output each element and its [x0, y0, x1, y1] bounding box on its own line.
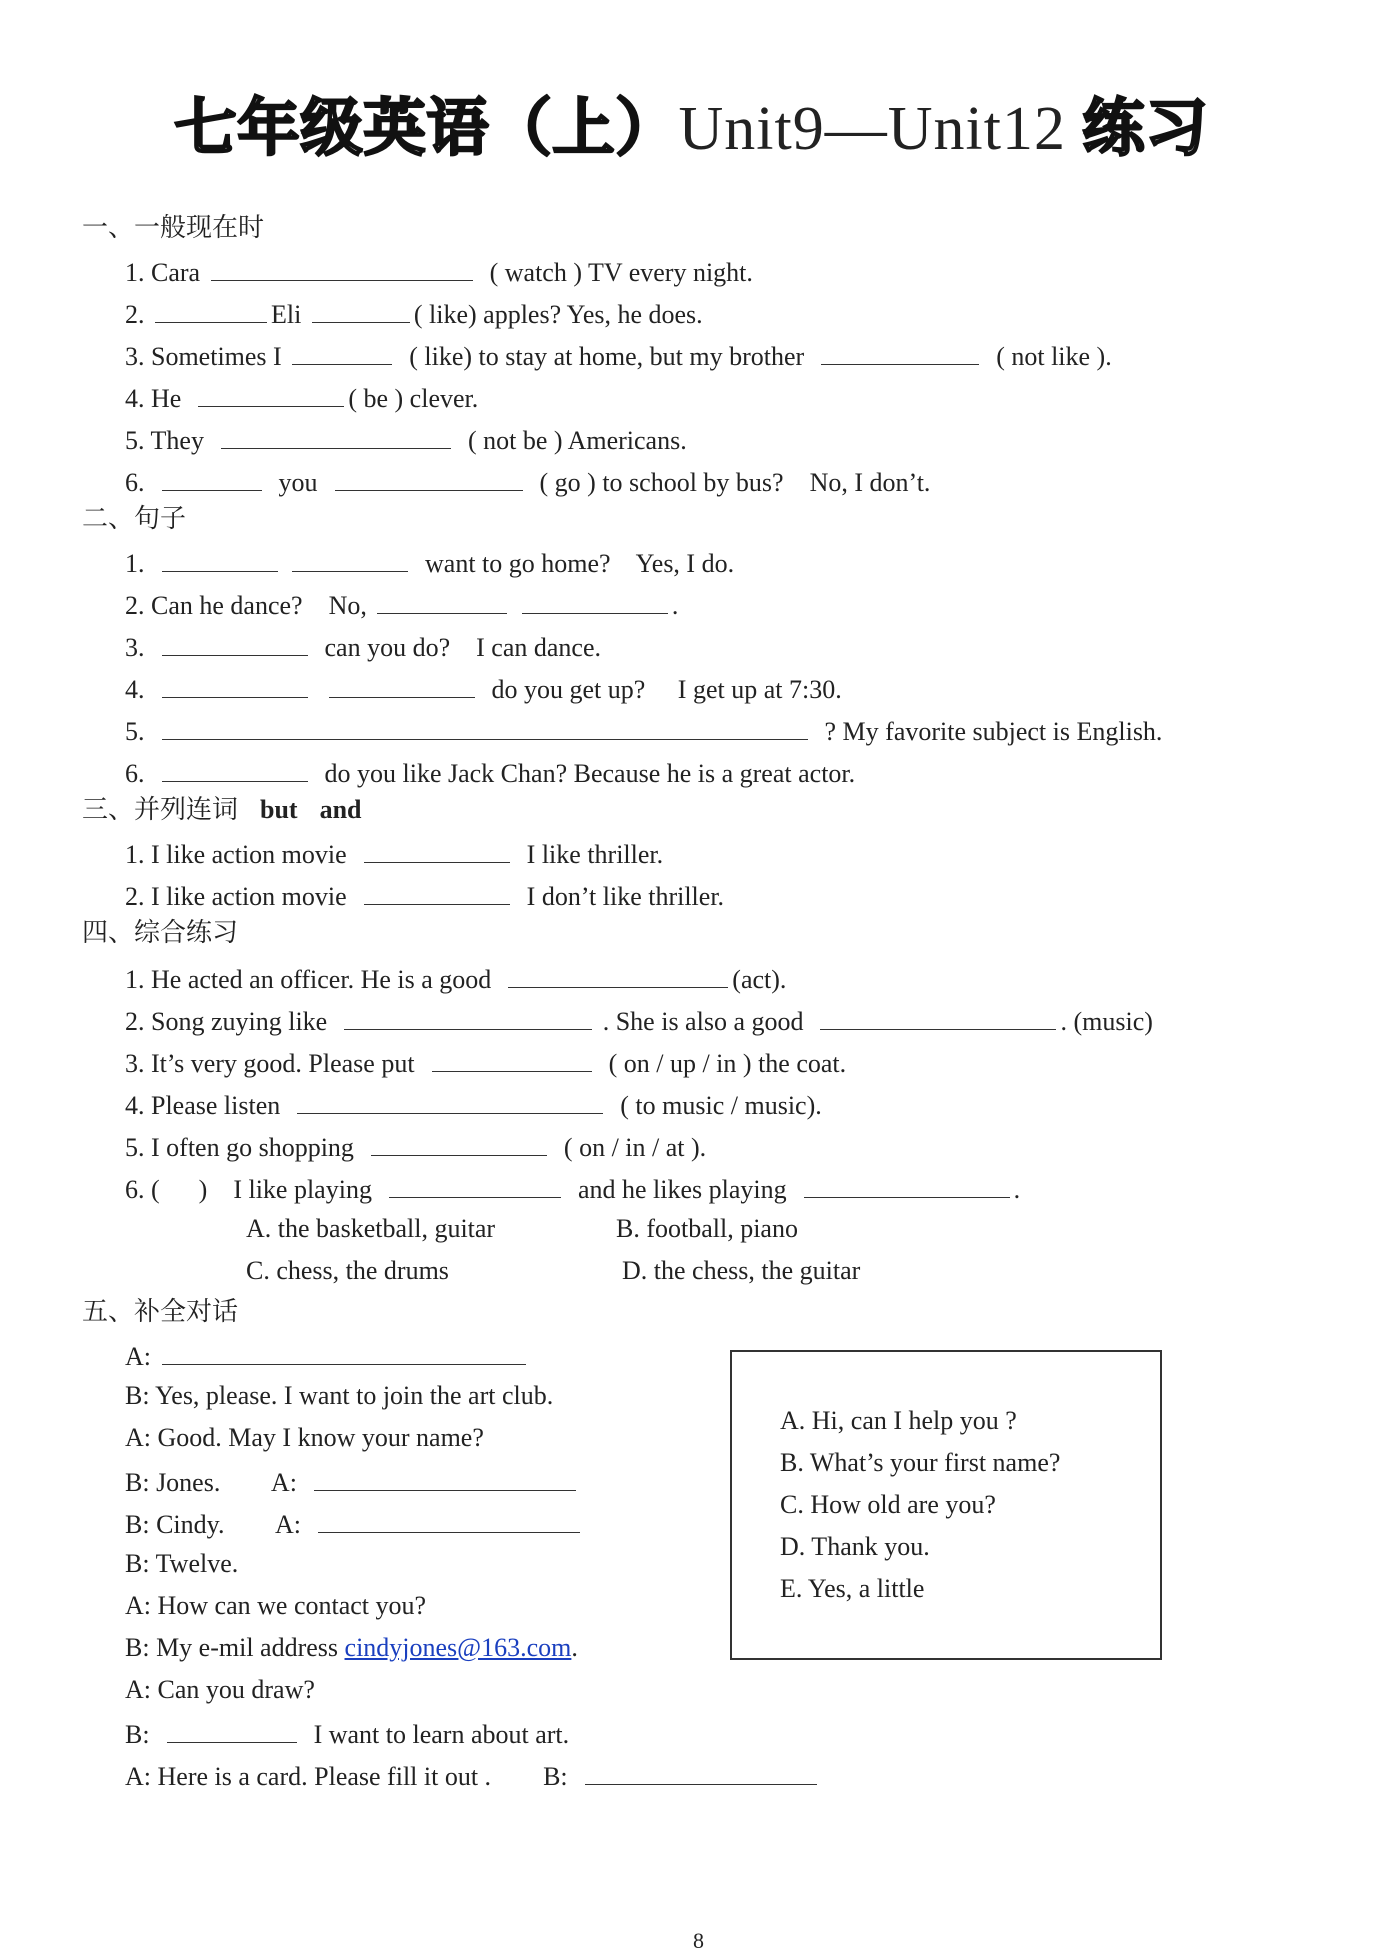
s2-q5-text-a: 5. — [125, 717, 145, 746]
section-1-heading: 一、一般现在时 — [82, 213, 265, 243]
s1-q1-text-a: 1. Cara — [125, 258, 201, 287]
dialog-line-6: B: Twelve. — [125, 1549, 239, 1578]
s3-heading-text: 三、并列连词 — [82, 795, 239, 825]
s1-q1-text-b: ( watch ) TV every night. — [489, 258, 753, 287]
s4-q2-text-b: . She is also a good — [602, 1007, 804, 1036]
dialog-line-2: B: Yes, please. I want to join the art club. — [125, 1381, 554, 1410]
s2-q2-text-b: . — [671, 591, 679, 620]
s2-q6-text-a: 6. — [125, 759, 145, 788]
dialog-l10-text-a: B: — [125, 1720, 150, 1749]
s4-q6-text-c: . — [1013, 1175, 1021, 1204]
answer-blank[interactable] — [221, 422, 451, 449]
s4-q2-text-a: 2. Song zuying like — [125, 1007, 328, 1036]
s4-q6-text-a: 6. ( ) I like playing — [125, 1175, 372, 1204]
answer-blank[interactable] — [371, 1129, 547, 1156]
s4-option-c: C. chess, the drums — [246, 1256, 449, 1285]
s2-q6-text-b: do you like Jack Chan? Because he is a great actor. — [324, 759, 856, 788]
s1-q3-text-c: ( not like ). — [996, 342, 1112, 371]
box-option-c: C. How old are you? — [780, 1490, 996, 1519]
s1-question-3 — [125, 338, 1112, 373]
section-4-heading: 四、综合练习 — [82, 918, 239, 948]
answer-blank[interactable] — [162, 545, 278, 572]
s1-q6-text-a: 6. — [125, 468, 145, 497]
s2-q4-text-a: 4. — [125, 675, 145, 704]
answer-blank[interactable] — [162, 464, 262, 491]
s2-question-5 — [125, 713, 1162, 748]
s4-q4-text-b: ( to music / music). — [620, 1091, 822, 1120]
dialog-line-9: A: Can you draw? — [125, 1675, 315, 1704]
s4-q5-text-b: ( on / in / at ). — [563, 1133, 707, 1162]
s2-q3-text-b: can you do? I can dance. — [324, 633, 601, 662]
s1-q4-text-b: ( be ) clever. — [348, 384, 479, 413]
dialog-l8-text-a: B: My e-mil address — [125, 1633, 339, 1662]
s3-question-1 — [125, 836, 663, 871]
s1-question-6 — [125, 464, 930, 499]
answer-blank[interactable] — [318, 1506, 580, 1533]
dialog-line-5 — [125, 1506, 584, 1541]
dialog-line-11 — [125, 1758, 821, 1793]
s2-q1-text-b: want to go home? Yes, I do. — [425, 549, 735, 578]
s4-q2-text-c: . (music) — [1060, 1007, 1153, 1036]
s1-question-4 — [125, 380, 478, 415]
s4-option-d: D. the chess, the guitar — [622, 1256, 861, 1285]
s2-q1-text-a: 1. — [125, 549, 145, 578]
s2-q3-text-a: 3. — [125, 633, 145, 662]
dialog-line-4 — [125, 1464, 580, 1499]
dialog-line-7: A: How can we contact you? — [125, 1591, 427, 1620]
s4-option-b: B. football, piano — [616, 1214, 798, 1243]
dialog-l5-text-a: B: Cindy. — [125, 1510, 225, 1539]
email-link[interactable]: cindyjones@163.com — [344, 1633, 572, 1662]
s2-question-2 — [125, 587, 678, 622]
s1-q3-text-b: ( like) to stay at home, but my brother — [409, 342, 805, 371]
dialog-l11-text-a: A: Here is a card. Please fill it out . — [125, 1762, 492, 1791]
s4-q5-text-a: 5. I often go shopping — [125, 1133, 354, 1162]
answer-blank[interactable] — [364, 836, 510, 863]
dialog-line-3: A: Good. May I know your name? — [125, 1423, 484, 1452]
title-cn-part2: 练习 — [1082, 91, 1209, 164]
s4-q4-text-a: 4. Please listen — [125, 1091, 281, 1120]
answer-blank[interactable] — [432, 1045, 592, 1072]
s2-q4-text-b: do you get up? I get up at 7:30. — [491, 675, 842, 704]
box-option-d: D. Thank you. — [780, 1532, 930, 1561]
answer-blank[interactable] — [508, 961, 728, 988]
s1-q3-text-a: 3. Sometimes I — [125, 342, 282, 371]
page-number: 8 — [693, 1928, 704, 1953]
answer-blank[interactable] — [297, 1087, 603, 1114]
answer-blank[interactable] — [389, 1171, 561, 1198]
answer-blank[interactable] — [312, 296, 410, 323]
answer-blank[interactable] — [820, 1003, 1056, 1030]
box-option-e: E. Yes, a little — [780, 1574, 925, 1603]
s4-q3-text-b: ( on / up / in ) the coat. — [608, 1049, 847, 1078]
s4-q1-text-a: 1. He acted an officer. He is a good — [125, 965, 492, 994]
answer-blank[interactable] — [162, 713, 808, 740]
s4-q3-text-a: 3. It’s very good. Please put — [125, 1049, 415, 1078]
answer-blank[interactable] — [162, 1338, 526, 1365]
s1-q2-text-c: ( like) apples? Yes, he does. — [413, 300, 703, 329]
answer-blank[interactable] — [585, 1758, 817, 1785]
s1-q6-text-c: ( go ) to school by bus? No, I don’t. — [539, 468, 931, 497]
s1-q4-text-a: 4. He — [125, 384, 182, 413]
s3-keyword-but: but — [260, 795, 298, 824]
answer-blank[interactable] — [155, 296, 267, 323]
title-cn-part1: 七年级英语（上） — [174, 91, 679, 164]
answer-blank[interactable] — [522, 587, 668, 614]
dialog-line-1 — [125, 1338, 530, 1373]
dialog-l1-text: A: — [125, 1342, 151, 1371]
s3-question-2 — [125, 878, 724, 913]
dialog-l11-text-b: B: — [543, 1762, 568, 1791]
dialog-line-10 — [125, 1716, 569, 1751]
answer-blank[interactable] — [364, 878, 510, 905]
answer-blank[interactable] — [344, 1003, 592, 1030]
s4-q6-text-b: and he likes playing — [577, 1175, 787, 1204]
answer-blank[interactable] — [162, 629, 308, 656]
s4-question-4 — [125, 1087, 822, 1122]
dialog-l10-text-b: I want to learn about art. — [313, 1720, 570, 1749]
s3-q1-text-b: I like thriller. — [526, 840, 664, 869]
dialog-options-box — [730, 1350, 1162, 1660]
s1-q5-text-a: 5. They — [125, 426, 204, 455]
section-5-heading: 五、补全对话 — [82, 1297, 239, 1327]
section-2-heading: 二、句子 — [82, 504, 187, 534]
dialog-line-8 — [125, 1632, 578, 1664]
s2-question-1 — [125, 545, 734, 580]
box-option-a: A. Hi, can I help you ? — [780, 1406, 1017, 1435]
answer-blank[interactable] — [821, 338, 979, 365]
section-3-heading — [82, 794, 362, 826]
s3-q1-text-a: 1. I like action movie — [125, 840, 347, 869]
answer-blank[interactable] — [211, 254, 473, 281]
s2-q2-text-a: 2. Can he dance? No, — [125, 591, 367, 620]
s4-question-3 — [125, 1045, 846, 1080]
answer-blank[interactable] — [162, 671, 308, 698]
s4-question-2 — [125, 1003, 1153, 1038]
s2-question-4 — [125, 671, 842, 706]
answer-blank[interactable] — [804, 1171, 1010, 1198]
s4-q1-text-b: (act). — [732, 965, 787, 994]
dialog-l5-text-b: A: — [275, 1510, 302, 1539]
answer-blank[interactable] — [292, 338, 392, 365]
s3-keyword-and: and — [319, 795, 362, 824]
s4-option-a: A. the basketball, guitar — [246, 1214, 496, 1243]
s4-question-1 — [125, 961, 786, 996]
answer-blank[interactable] — [292, 545, 408, 572]
answer-blank[interactable] — [198, 380, 344, 407]
answer-blank[interactable] — [314, 1464, 576, 1491]
s1-q2-text-b: Eli — [271, 300, 302, 329]
s2-question-6 — [125, 755, 855, 790]
s1-q5-text-b: ( not be ) Americans. — [467, 426, 687, 455]
dialog-l8-text-b: . — [571, 1633, 578, 1662]
s1-question-5 — [125, 422, 687, 457]
s2-q5-text-b: ? My favorite subject is English. — [824, 717, 1163, 746]
answer-blank[interactable] — [377, 587, 507, 614]
s1-question-2 — [125, 296, 703, 331]
answer-blank[interactable] — [335, 464, 523, 491]
s1-question-1 — [125, 254, 753, 289]
page-title — [0, 78, 1383, 167]
answer-blank[interactable] — [162, 755, 308, 782]
dialog-l4-text-b: A: — [270, 1468, 297, 1497]
answer-blank[interactable] — [329, 671, 475, 698]
answer-blank[interactable] — [167, 1716, 297, 1743]
s1-q6-text-b: you — [278, 468, 318, 497]
s3-q2-text-b: I don’t like thriller. — [526, 882, 725, 911]
s2-question-3 — [125, 629, 601, 664]
s3-q2-text-a: 2. I like action movie — [125, 882, 347, 911]
title-en-part: Unit9—Unit12 — [678, 95, 1066, 163]
box-option-b: B. What’s your first name? — [780, 1448, 1061, 1477]
dialog-l4-text-a: B: Jones. — [125, 1468, 221, 1497]
s1-q2-text-a: 2. — [125, 300, 145, 329]
s4-question-6 — [125, 1171, 1020, 1206]
s4-question-5 — [125, 1129, 706, 1164]
